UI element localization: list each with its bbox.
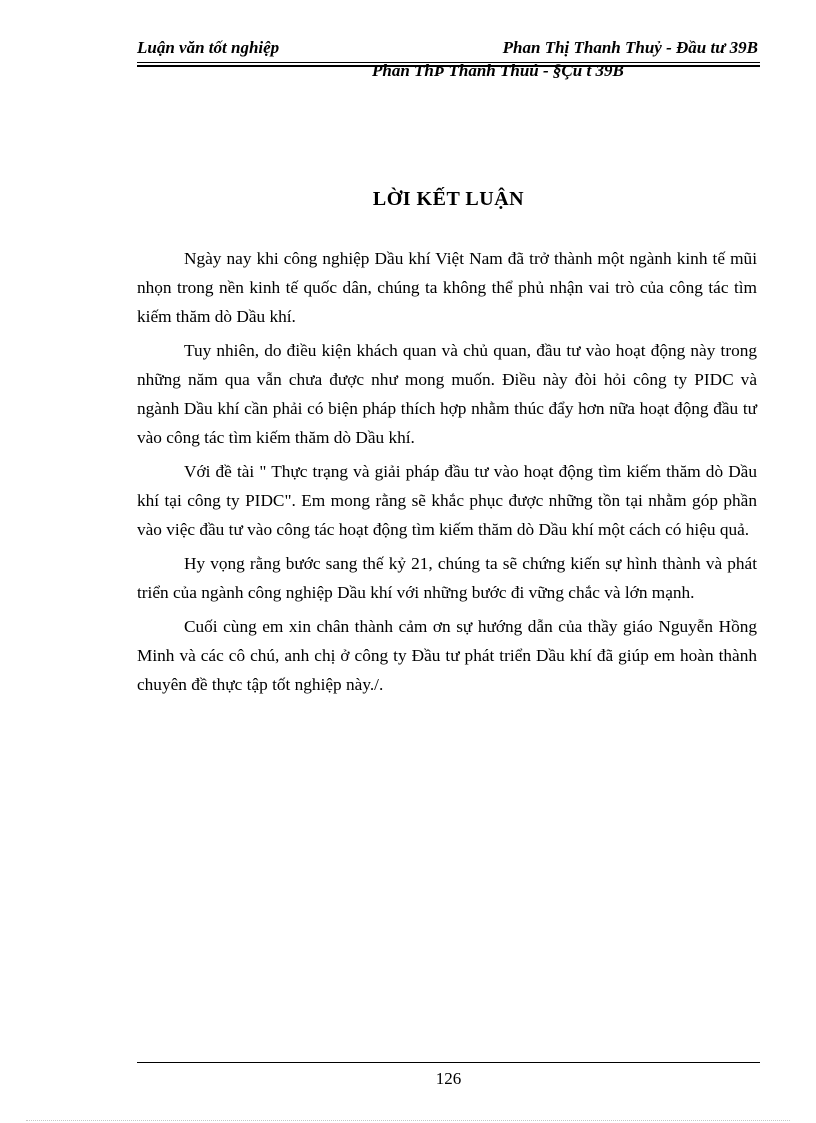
page-title: LỜI KẾT LUẬN (372, 188, 525, 210)
header-author: Phan Thị Thanh Thuỷ - Đầu tư 39B (502, 38, 758, 57)
paragraph: Hy vọng rằng bước sang thế kỷ 21, chúng ta sẽ chứng kiến sự hình thành và phát triển của ngành công nghiệp Dầu khí với những bước đi vững chắc và lớn mạnh. (137, 554, 757, 602)
page-number: 126 (435, 1069, 462, 1088)
paragraph: Ngày nay khi công nghiệp Dầu khí Việt Nam đã trở thành một ngành kinh tế mũi nhọn trong nền kinh tế quốc dân, chúng ta không thể phủ nhận vai trò của công tác tìm kiếm thăm dò Dầu khí. (137, 249, 757, 326)
footer-rule (137, 1062, 760, 1063)
page-edge-divider (26, 1120, 790, 1121)
header-thesis-label: Luận văn tốt nghiệp (137, 38, 280, 57)
paragraph: Với đề tài " Thực trạng và giải pháp đầu tư vào hoạt động tìm kiếm thăm dò Dầu khí tại công ty PIDC". Em mong rằng sẽ khắc phục được những tồn tại nhằm góp phần vào việc đầu tư vào công tác hoạt động tìm kiếm thăm dò Dầu khí một cách có hiệu quả. (137, 462, 757, 539)
body-text (137, 244, 757, 704)
paragraph: Cuối cùng em xin chân thành cảm ơn sự hướng dẫn của thầy giáo Nguyễn Hồng Minh và các cô chú, anh chị ở công ty Đầu tư phát triển Dầu khí đã giúp em hoàn thành chuyên đề thực tập tốt nghiệp này./. (137, 617, 757, 694)
running-header (137, 38, 760, 60)
paragraph: Tuy nhiên, do điều kiện khách quan và chủ quan, đầu tư vào hoạt động này trong những năm qua vẫn chưa được như mong muốn. Điều này đòi hỏi công ty PIDC và ngành Dầu khí cần phải có biện pháp thích hợp nhằm thúc đẩy hơn nữa hoạt động đầu tư vào công tác tìm kiếm thăm dò Dầu khí. (137, 341, 757, 447)
header-author-echo: Phan ThÞ Thanh Thuú - §Çu t 39B (372, 61, 624, 80)
